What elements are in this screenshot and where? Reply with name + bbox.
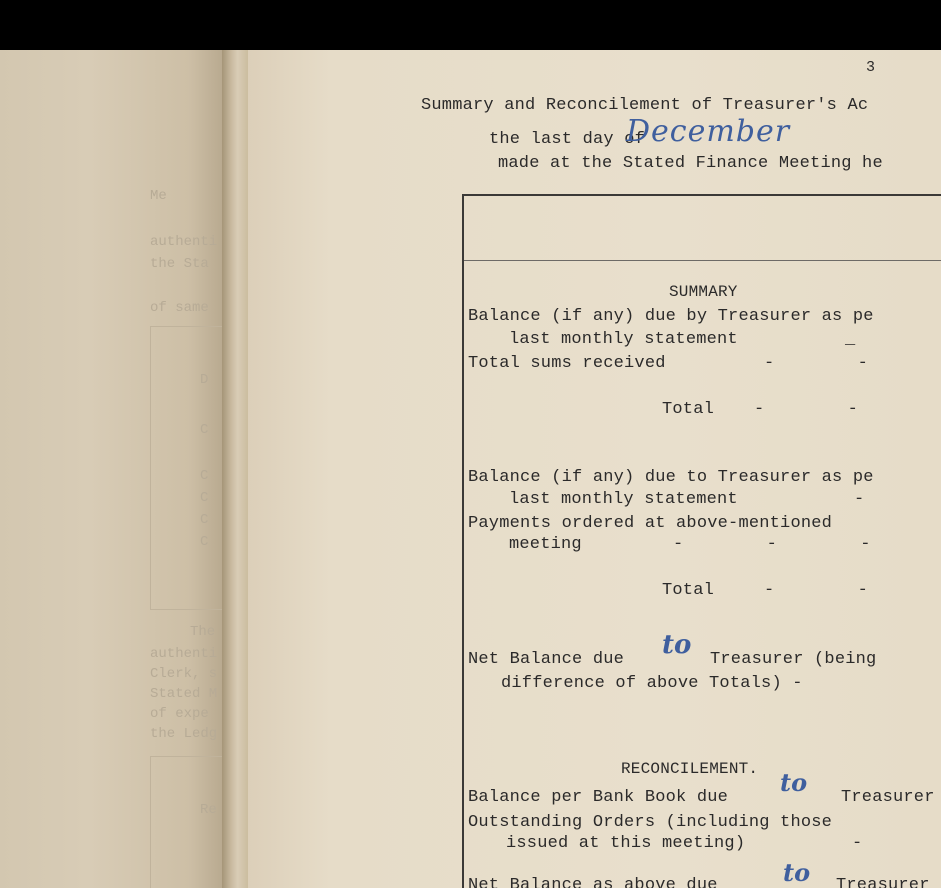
- right-page: [248, 50, 941, 888]
- handwritten-to: to: [662, 630, 692, 660]
- payments-line-2: meeting: [509, 535, 582, 554]
- ghost-text: C: [200, 468, 209, 484]
- ghost-text: Me: [150, 188, 167, 204]
- summary-title: SUMMARY: [669, 283, 738, 301]
- total-sums-received: Total sums received: [468, 354, 666, 373]
- outstanding-line-2: issued at this meeting): [506, 834, 746, 853]
- dashes: - -: [764, 354, 869, 373]
- page-number: 3: [866, 59, 876, 76]
- top-black-bar: [0, 0, 941, 50]
- dash: _: [845, 330, 856, 349]
- dash: -: [854, 490, 865, 509]
- net-balance-line-2: difference of above Totals) -: [501, 674, 803, 693]
- balance-due-by-line-1: Balance (if any) due by Treasurer as pe: [468, 307, 874, 326]
- dashes: - -: [764, 581, 869, 600]
- bank-balance-suffix: Treasurer: [841, 788, 935, 807]
- handwritten-to: to: [780, 768, 808, 797]
- net-balance-reconcile: Net Balance as above due: [468, 876, 718, 888]
- ghost-text: of expe: [150, 706, 209, 722]
- ghost-text: authenti: [150, 234, 218, 250]
- ghost-text: The: [190, 624, 216, 640]
- ghost-text: Re: [200, 802, 217, 818]
- ghost-text: the Sta: [150, 256, 209, 272]
- heading-line-1: Summary and Reconcilement of Treasurer's Ac: [421, 96, 869, 115]
- ghost-text: Stated M: [150, 686, 218, 702]
- reconcilement-title: RECONCILEMENT.: [621, 760, 759, 778]
- ghost-text: C: [200, 422, 209, 438]
- outstanding-line-1: Outstanding Orders (including those: [468, 813, 833, 832]
- ghost-text: C: [200, 534, 209, 550]
- ghost-text: of same: [150, 300, 209, 316]
- book-gutter: [222, 50, 248, 888]
- handwritten-to: to: [783, 858, 811, 887]
- net-balance-label: Net Balance due: [468, 650, 625, 669]
- dash: -: [852, 834, 863, 853]
- ghost-text: the Ledg: [150, 726, 218, 742]
- balance-due-to-line-2: last monthly statement: [509, 490, 738, 509]
- ghost-text: C: [200, 512, 209, 528]
- bank-balance-label: Balance per Bank Book due: [468, 788, 729, 807]
- ghost-text: D: [200, 372, 209, 388]
- header-rule: [464, 260, 941, 261]
- ghost-text: C: [200, 490, 209, 506]
- ghost-text: authenti: [150, 646, 218, 662]
- net-balance-reconcile-suffix: Treasurer: [836, 876, 930, 888]
- left-page: [0, 50, 222, 888]
- payments-line-1: Payments ordered at above-mentioned: [468, 514, 833, 533]
- total-label-2: Total: [662, 581, 715, 600]
- ghost-text: Clerk, s: [150, 666, 218, 682]
- heading-line-3: made at the Stated Finance Meeting he: [498, 154, 883, 173]
- dashes: - - -: [673, 535, 871, 554]
- balance-due-by-line-2: last monthly statement: [509, 330, 738, 349]
- total-label: Total: [662, 400, 715, 419]
- balance-due-to-line-1: Balance (if any) due to Treasurer as pe: [468, 468, 874, 487]
- dashes: - -: [754, 400, 859, 419]
- net-balance-suffix: Treasurer (being: [710, 650, 877, 669]
- heading-line-2-prefix: the last day of: [489, 130, 646, 149]
- open-ledger-book: [0, 50, 941, 888]
- handwritten-month: December: [626, 114, 791, 149]
